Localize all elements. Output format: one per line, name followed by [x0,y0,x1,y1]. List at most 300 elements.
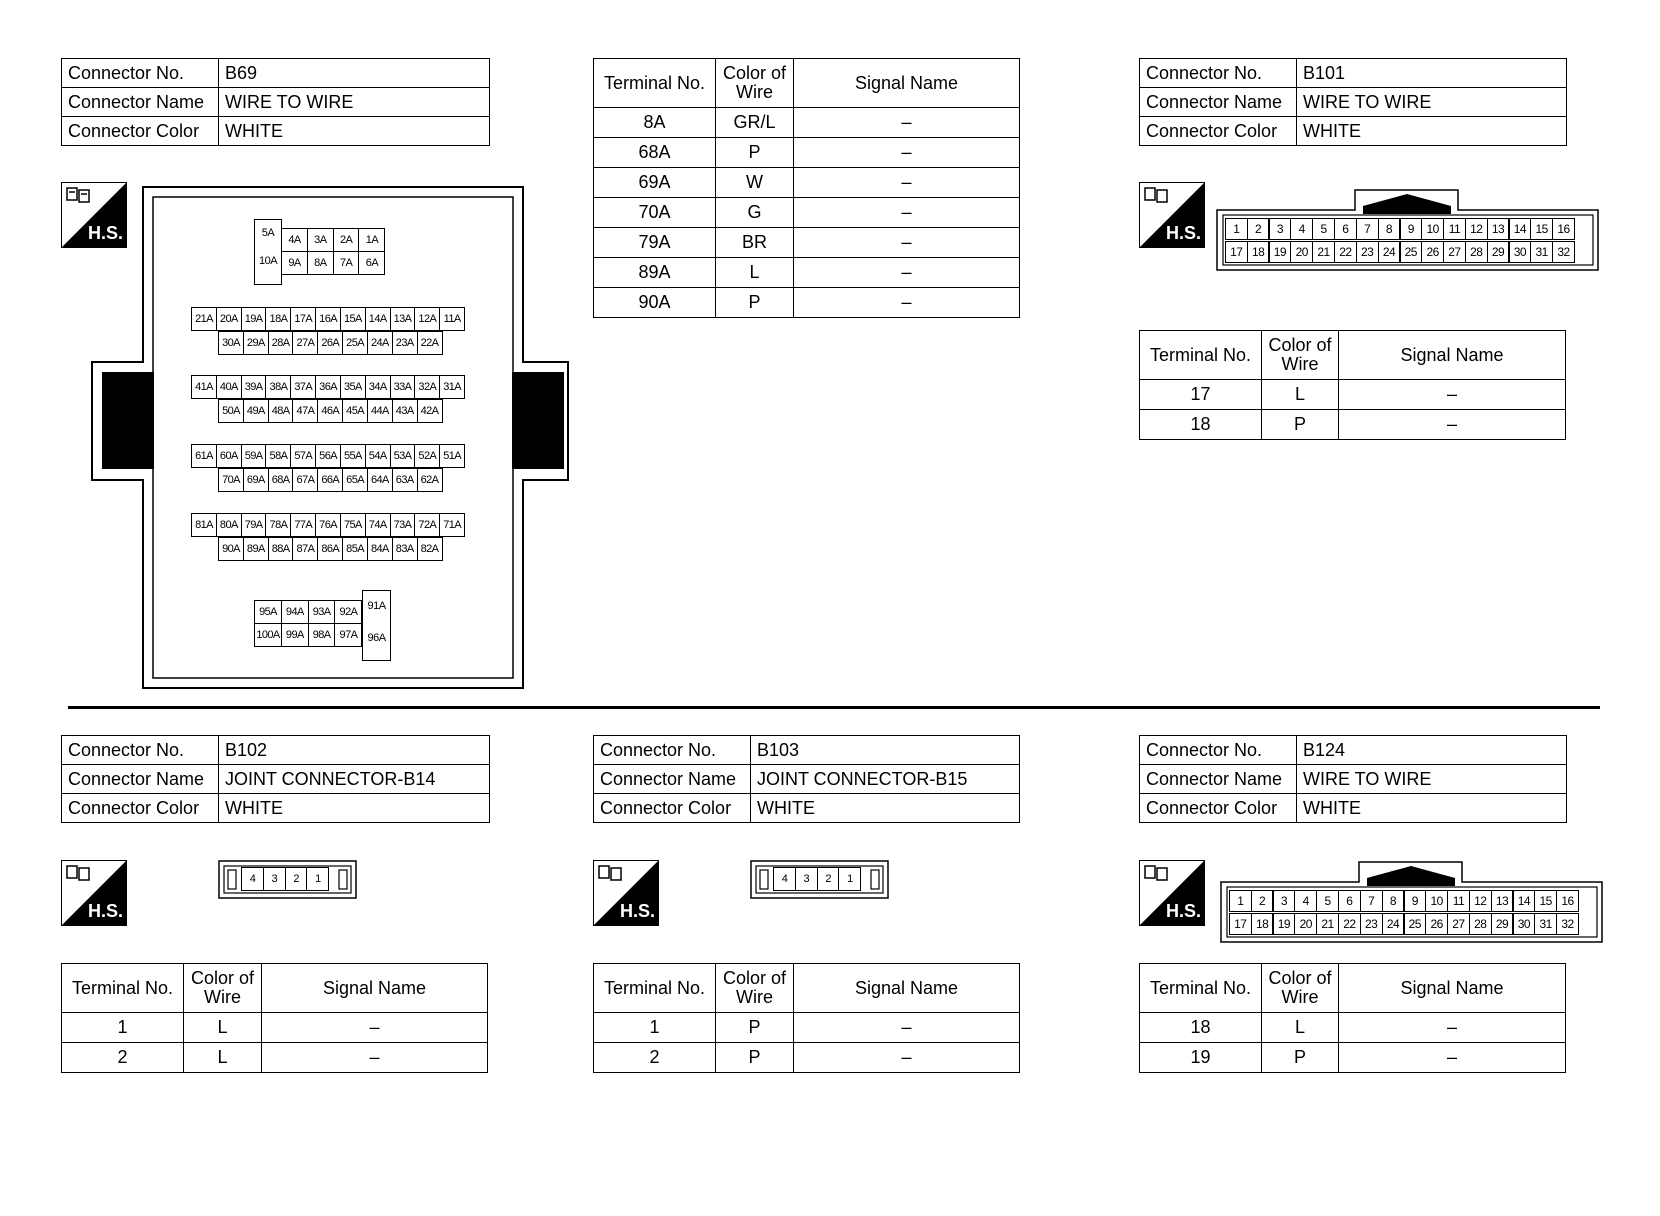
pin-cell: 89A [243,537,269,561]
b103-pin-row [773,867,861,891]
pin-cell: 26A [317,331,343,355]
b103-terminal-table [593,963,1020,1073]
terminal-no-cell: 2 [594,1043,716,1073]
info-value: WHITE [1297,117,1567,146]
pin-cell: 31A [439,375,465,399]
table-header-row [62,964,488,1013]
pin-cell: 98A [308,623,336,647]
info-label: Connector No. [1140,736,1297,765]
pin-cell: 22 [1338,913,1361,935]
b69-top-row2 [281,251,385,275]
pin-cell: 59A [241,444,267,468]
pin-cell: 48A [268,399,294,423]
header-color-of-wire: Color of Wire [716,59,794,108]
info-label: Connector Color [1140,794,1297,823]
pin-cell: 62A [417,468,443,492]
info-row [594,765,1020,794]
header-signal-name: Signal Name [1339,331,1566,380]
pin-cell: 3 [1272,890,1295,912]
pin-cell [362,590,391,661]
wire-color-cell: L [716,258,794,288]
info-value: B101 [1297,59,1567,88]
info-value: WHITE [219,794,490,823]
signal-name-cell: – [1339,1013,1566,1043]
pin-cell: 2 [817,867,840,891]
info-row [1140,59,1567,88]
info-label: Connector Color [62,117,219,146]
b101-terminal-rows [1140,380,1566,440]
table-row [62,1043,488,1073]
pin-cell: 8A [307,251,334,275]
header-terminal-no: Terminal No. [594,964,716,1013]
info-label: Connector Name [62,765,219,794]
pin-cell: 19A [241,307,267,331]
pin-cell: 27A [292,331,318,355]
b101-info-table [1139,58,1567,146]
pin-cell: 6 [1334,218,1357,240]
pin-cell: 13 [1487,218,1510,240]
pin-cell: 30A [218,331,244,355]
pin-cell: 16 [1552,218,1575,240]
pin-cell: 73A [390,513,416,537]
pin-cell: 30 [1512,913,1535,935]
info-row [62,117,490,146]
pin-cell: 24 [1378,241,1401,263]
terminal-no-cell: 18 [1140,410,1262,440]
signal-name-cell: – [794,258,1020,288]
pin-cell: 95A [254,600,282,624]
pin-cell: 4 [241,867,264,891]
pin-cell: 29 [1491,913,1514,935]
terminal-no-cell: 89A [594,258,716,288]
b69-terminal-rows [594,108,1020,318]
pin-cell: 4 [773,867,796,891]
hs-label: H.S. [87,223,123,243]
b69-top-row1 [281,228,385,252]
b69-bot-row1 [254,600,362,624]
pin-cell: 5 [1316,890,1339,912]
pin-cell: 7 [1360,890,1383,912]
pin-cell: 87A [292,537,318,561]
wire-color-cell: BR [716,228,794,258]
pin-cell: 63A [392,468,418,492]
pin-cell: 28A [268,331,294,355]
table-row [594,168,1020,198]
terminal-no-cell: 69A [594,168,716,198]
pin-cell: 3 [1268,218,1291,240]
pin-cell: 76A [315,513,341,537]
pin-cell: 31 [1530,241,1553,263]
terminal-no-cell: 70A [594,198,716,228]
wire-color-cell: L [184,1043,262,1073]
b69-g1-row2 [218,331,443,355]
pin-cell: 23 [1356,241,1379,263]
wire-color-cell: P [716,1013,794,1043]
b124-pin-row1 [1230,890,1579,912]
pin-cell: 3 [795,867,818,891]
terminal-no-cell: 79A [594,228,716,258]
pin-cell: 7A [333,251,360,275]
b102-info-table [61,735,490,823]
info-label: Connector Color [594,794,751,823]
b69-g4-row1 [191,513,465,537]
pin-cell: 80A [216,513,242,537]
pin-cell: 85A [342,537,368,561]
pin-cell: 11 [1443,218,1466,240]
pin-cell: 3 [263,867,286,891]
pin-cell: 39A [241,375,267,399]
info-value: WIRE TO WIRE [1297,88,1567,117]
terminal-no-cell: 90A [594,288,716,318]
pin-cell: 68A [268,468,294,492]
info-label: Connector No. [62,59,219,88]
info-value: B103 [751,736,1020,765]
pin-cell: 77A [290,513,316,537]
info-value: WIRE TO WIRE [1297,765,1567,794]
header-color-of-wire: Color of Wire [1262,964,1339,1013]
pin-cell: 15 [1534,890,1557,912]
pin-cell: 79A [241,513,267,537]
header-color-of-wire: Color of Wire [184,964,262,1013]
pin-cell: 6 [1338,890,1361,912]
info-label: Connector No. [594,736,751,765]
wire-color-cell: P [1262,410,1339,440]
info-row [62,59,490,88]
table-row [594,1013,1020,1043]
pin-cell: 71A [439,513,465,537]
table-row [594,228,1020,258]
pin-cell: 13 [1491,890,1514,912]
pin-cell: 23A [392,331,418,355]
pin-cell: 46A [317,399,343,423]
pin-cell: 14 [1512,890,1535,912]
pin-label: 91A [367,600,386,612]
pin-cell: 83A [392,537,418,561]
pin-cell: 72A [414,513,440,537]
pin-cell: 12 [1465,218,1488,240]
table-row [594,198,1020,228]
pin-cell: 47A [292,399,318,423]
pin-cell: 3A [307,228,334,252]
pin-cell: 20A [216,307,242,331]
pin-cell: 70A [218,468,244,492]
pin-cell: 51A [439,444,465,468]
hs-label: H.S. [1165,223,1201,243]
terminal-no-cell: 1 [62,1013,184,1043]
pin-cell: 2A [333,228,360,252]
pin-cell: 50A [218,399,244,423]
pin-cell: 29A [243,331,269,355]
signal-name-cell: – [794,228,1020,258]
pin-cell: 56A [315,444,341,468]
b69-terminal-table [593,58,1020,318]
pin-cell: 49A [243,399,269,423]
terminal-no-cell: 68A [594,138,716,168]
info-label: Connector Name [594,765,751,794]
pin-cell: 74A [365,513,391,537]
signal-name-cell: – [262,1013,488,1043]
pin-cell: 61A [191,444,217,468]
pin-cell: 43A [392,399,418,423]
pin-cell: 10 [1421,218,1444,240]
terminal-no-cell: 17 [1140,380,1262,410]
pin-cell: 6A [358,251,385,275]
terminal-no-cell: 1 [594,1013,716,1043]
hs-label: H.S. [1165,901,1201,921]
pin-cell: 18 [1247,241,1270,263]
table-header-row [1140,964,1566,1013]
b103-info-table [593,735,1020,823]
signal-name-cell: – [794,288,1020,318]
info-value: B124 [1297,736,1567,765]
pin-cell: 69A [243,468,269,492]
pin-cell: 19 [1272,913,1295,935]
header-signal-name: Signal Name [1339,964,1566,1013]
table-row [1140,1013,1566,1043]
pin-cell: 12A [414,307,440,331]
terminal-no-cell: 19 [1140,1043,1262,1073]
wire-color-cell: P [716,288,794,318]
info-row [594,736,1020,765]
pin-cell: 25 [1399,241,1422,263]
info-row [62,794,490,823]
pin-cell: 45A [342,399,368,423]
pin-cell: 19 [1268,241,1291,263]
b124-terminal-table [1139,963,1566,1073]
b69-g1-row1 [191,307,465,331]
pin-cell: 53A [390,444,416,468]
pin-cell: 30 [1508,241,1531,263]
pin-cell: 10 [1425,890,1448,912]
header-terminal-no: Terminal No. [594,59,716,108]
pin-cell: 20 [1290,241,1313,263]
b124-terminal-rows [1140,1013,1566,1073]
info-label: Connector Color [62,794,219,823]
info-row [1140,765,1567,794]
wire-color-cell: GR/L [716,108,794,138]
pin-cell: 11A [439,307,465,331]
pin-cell: 2 [1251,890,1274,912]
pin-cell: 17 [1229,913,1252,935]
pin-cell: 13A [390,307,416,331]
pin-cell: 58A [265,444,291,468]
pin-cell: 4 [1290,218,1313,240]
pin-cell: 100A [254,623,282,647]
pin-cell: 21 [1316,913,1339,935]
b124-pin-row2 [1230,913,1579,935]
pin-cell: 21A [191,307,217,331]
signal-name-cell: – [794,138,1020,168]
pin-cell: 40A [216,375,242,399]
pin-cell: 90A [218,537,244,561]
pin-cell: 25 [1403,913,1426,935]
terminal-no-cell: 18 [1140,1013,1262,1043]
pin-cell: 22 [1334,241,1357,263]
pin-cell: 17 [1225,241,1248,263]
b124-info-table [1139,735,1567,823]
pin-cell: 24A [367,331,393,355]
header-signal-name: Signal Name [262,964,488,1013]
pin-cell: 84A [367,537,393,561]
pin-cell: 65A [342,468,368,492]
pin-cell: 37A [290,375,316,399]
header-terminal-no: Terminal No. [62,964,184,1013]
pin-cell: 64A [367,468,393,492]
table-header-row [1140,331,1566,380]
header-terminal-no: Terminal No. [1140,331,1262,380]
info-value: WHITE [219,117,490,146]
pin-cell: 67A [292,468,318,492]
pin-cell: 32A [414,375,440,399]
pin-cell: 1A [358,228,385,252]
signal-name-cell: – [794,108,1020,138]
pin-cell: 36A [315,375,341,399]
table-row [62,1013,488,1043]
wire-color-cell: P [716,1043,794,1073]
signal-name-cell: – [262,1043,488,1073]
pin-cell: 4A [281,228,308,252]
pin-cell: 42A [417,399,443,423]
table-row [1140,1043,1566,1073]
signal-name-cell: – [794,198,1020,228]
pin-cell: 1 [838,867,861,891]
pin-cell: 38A [265,375,291,399]
b102-pin-row [241,867,329,891]
pin-cell: 11 [1447,890,1470,912]
pin-cell: 15 [1530,218,1553,240]
pin-cell: 99A [281,623,309,647]
hs-connector-icon [61,860,127,926]
pin-cell: 1 [1229,890,1252,912]
hs-connector-icon [1139,860,1205,926]
pin-cell: 7 [1356,218,1379,240]
wire-color-cell: W [716,168,794,198]
table-row [594,138,1020,168]
wire-color-cell: L [1262,380,1339,410]
info-value: B69 [219,59,490,88]
b69-info-table [61,58,490,146]
pin-cell: 28 [1469,913,1492,935]
hs-label: H.S. [87,901,123,921]
header-color-of-wire: Color of Wire [716,964,794,1013]
hs-connector-icon [593,860,659,926]
table-row [594,288,1020,318]
info-row [62,88,490,117]
pin-cell: 17A [290,307,316,331]
pin-cell: 27 [1447,913,1470,935]
pin-cell: 9 [1403,890,1426,912]
pin-cell: 93A [308,600,336,624]
pin-cell: 21 [1312,241,1335,263]
pin-cell: 34A [365,375,391,399]
info-label: Connector No. [1140,59,1297,88]
pin-cell: 55A [340,444,366,468]
signal-name-cell: – [1339,380,1566,410]
pin-cell: 52A [414,444,440,468]
header-color-of-wire: Color of Wire [1262,331,1339,380]
header-signal-name: Signal Name [794,964,1020,1013]
pin-label: 5A [261,227,275,239]
pin-cell: 22A [417,331,443,355]
b69-g2-row1 [191,375,465,399]
info-row [1140,736,1567,765]
b103-terminal-rows [594,1013,1020,1073]
b102-terminal-table [61,963,488,1073]
table-row [594,108,1020,138]
pin-cell: 2 [285,867,308,891]
b69-g3-row2 [218,468,443,492]
pin-cell: 33A [390,375,416,399]
info-row [62,765,490,794]
pin-cell: 57A [290,444,316,468]
pin-cell: 28 [1465,241,1488,263]
pin-cell: 78A [265,513,291,537]
pin-cell: 97A [334,623,362,647]
info-label: Connector Name [1140,88,1297,117]
b101-terminal-table [1139,330,1566,440]
info-value: B102 [219,736,490,765]
signal-name-cell: – [1339,1043,1566,1073]
info-row [594,794,1020,823]
info-value: WIRE TO WIRE [219,88,490,117]
signal-name-cell: – [794,1013,1020,1043]
pin-cell: 20 [1294,913,1317,935]
pin-cell: 29 [1487,241,1510,263]
pin-cell: 24 [1382,913,1405,935]
pin-cell: 32 [1556,913,1579,935]
signal-name-cell: – [794,168,1020,198]
table-header-row [594,964,1020,1013]
terminal-no-cell: 8A [594,108,716,138]
pin-cell: 66A [317,468,343,492]
pin-cell: 18 [1251,913,1274,935]
info-row [1140,117,1567,146]
pin-cell: 2 [1247,218,1270,240]
pin-label: 96A [367,632,386,644]
pin-cell: 32 [1552,241,1575,263]
b69-g3-row1 [191,444,465,468]
pin-cell: 14A [365,307,391,331]
info-value: WHITE [751,794,1020,823]
info-label: Connector No. [62,736,219,765]
b101-pin-row2 [1226,241,1575,263]
pin-cell: 9 [1399,218,1422,240]
header-signal-name: Signal Name [794,59,1020,108]
info-label: Connector Name [62,88,219,117]
wire-color-cell: P [716,138,794,168]
wire-color-cell: P [1262,1043,1339,1073]
pin-cell: 16A [315,307,341,331]
pin-cell: 86A [317,537,343,561]
pin-cell: 75A [340,513,366,537]
pin-cell: 41A [191,375,217,399]
pin-cell [254,219,282,285]
pin-cell: 8 [1382,890,1405,912]
wire-color-cell: L [184,1013,262,1043]
pin-cell: 44A [367,399,393,423]
pin-cell: 15A [340,307,366,331]
pin-cell: 25A [342,331,368,355]
pin-cell: 1 [1225,218,1248,240]
terminal-no-cell: 2 [62,1043,184,1073]
section-divider [68,706,1600,709]
table-header-row [594,59,1020,108]
pin-cell: 26 [1421,241,1444,263]
hs-label: H.S. [619,901,655,921]
pin-cell: 82A [417,537,443,561]
info-label: Connector Color [1140,117,1297,146]
hs-connector-icon [1139,182,1205,248]
